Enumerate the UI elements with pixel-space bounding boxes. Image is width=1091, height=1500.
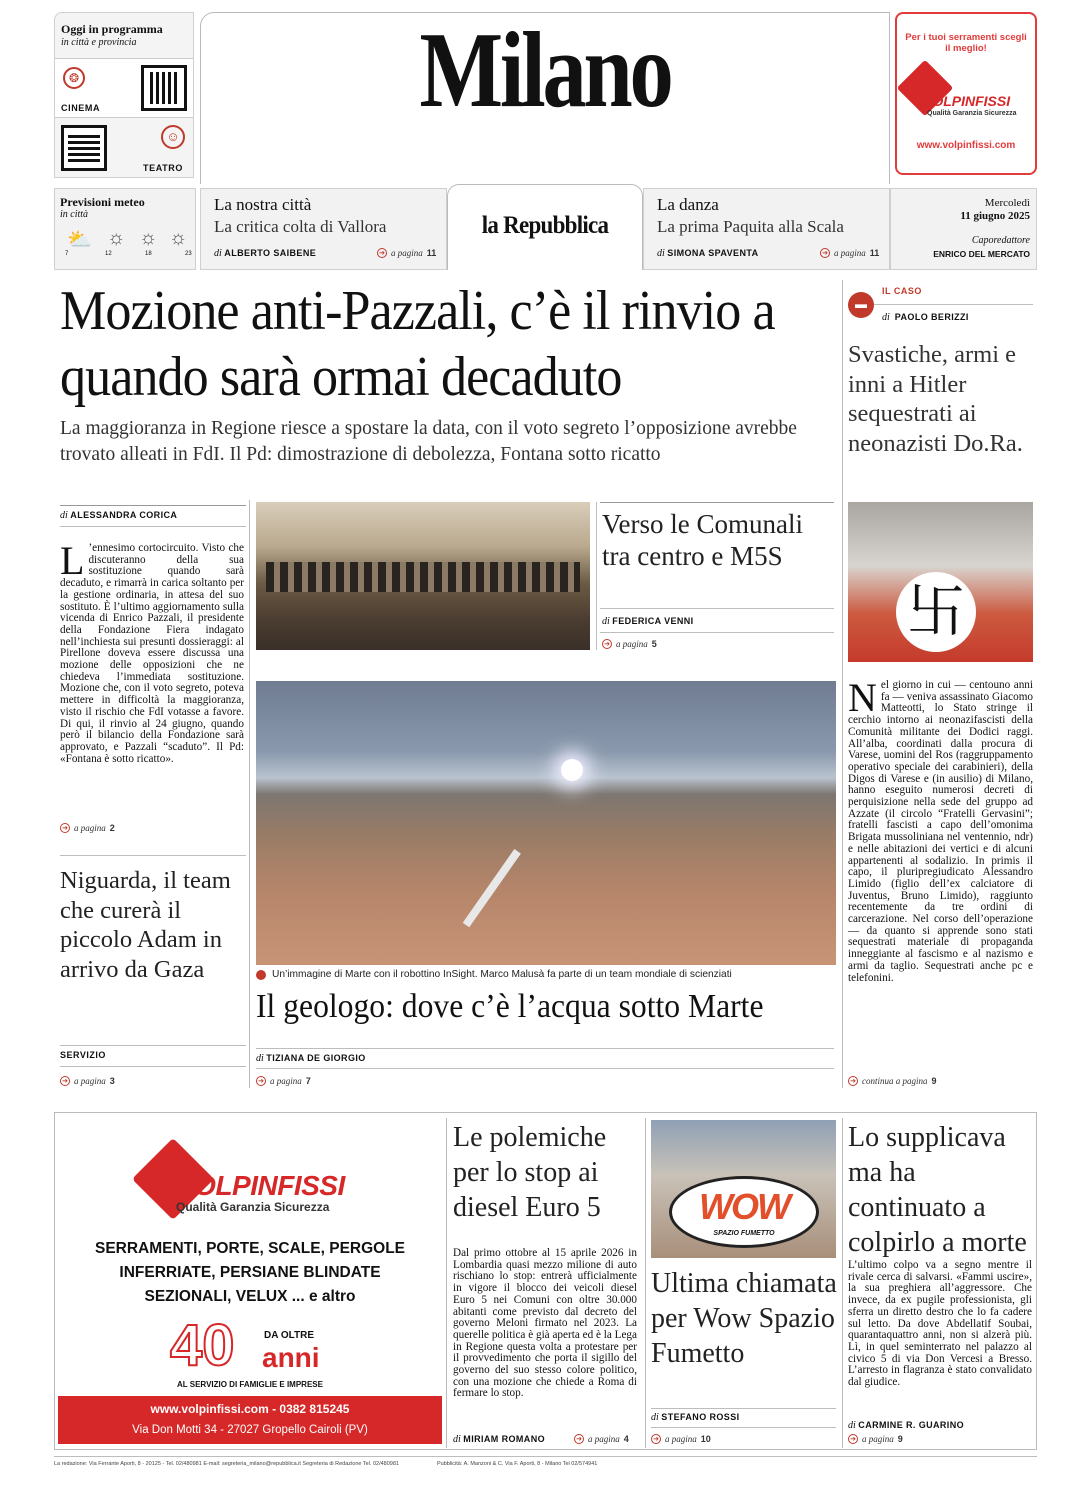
top-advert[interactable] <box>895 12 1037 175</box>
sun-icon <box>561 759 583 781</box>
arrow-right-icon: ➔ <box>60 1076 70 1086</box>
teatro-label: TEATRO <box>143 163 183 173</box>
teaser-left-kicker: La nostra città <box>214 195 312 214</box>
teaser-right-ref[interactable]: ➔ a pagina 11 <box>820 248 879 258</box>
meteo-hour: 12 <box>105 251 112 257</box>
supplicava-ref[interactable]: ➔ a pagina 9 <box>848 1434 903 1444</box>
teaser-right-text: La prima Paquita alla Scala <box>657 217 844 236</box>
teaser-right-kicker: La danza <box>657 195 719 214</box>
diesel-body: Dal primo ottobre al 15 aprile 2026 in Lombardia quasi mezzo milione di auto rischiano lo stop: entrerà ufficialmente in vigore il blocco dei veicoli diesel Euro 5 nei Comuni con oltre 30.000 abitanti come previsto dal decreto del governo Meloni firmato nel 2023. La querelle politica è già aperta ed è la Lega in Regione questa volta a protestare per il provvedimento che porta il sigillo del governo del suo stesso colore politico, con una mozione che chiede a Roma di fermare lo stop. <box>453 1247 637 1400</box>
chamber-benches <box>266 562 580 592</box>
footer-right: Pubblicità: A. Manzoni & C. Via F. Aporti, 8 - Milano Tel 02/574941 <box>437 1461 598 1467</box>
diesel-headline[interactable]: Le polemiche per lo stop ai diesel Euro 5 <box>453 1122 607 1223</box>
ad-bottom-line1: SERRAMENTI, PORTE, SCALE, PERGOLE <box>94 1240 406 1257</box>
theatre-mask-icon: ☺ <box>161 125 185 149</box>
cinema-label: CINEMA <box>61 103 101 113</box>
arrow-right-icon: ➔ <box>256 1076 266 1086</box>
comunali-headline[interactable]: Verso le Comunali tra centro e M5S <box>602 509 803 571</box>
supplicava-body: L’ultimo colpo va a segno mentre il rivale cerca di salvarsi. «Fammi uscire», la sua preghiera all’aggressore. Che invece, da ex pugile professionista, gli sferra un diretto destro che lo fa cadere sul letto. Da dove Abdellatif Soubai, quarantaquattro anni, non si alzerà più. Lì, in quel seminterrato nel palazzo al civico 5 di via Don Vercesi a Bresso. L’arresto in flagranza è stato convalidato dal giudice. <box>848 1259 1032 1389</box>
arrow-right-icon: ➔ <box>60 823 70 833</box>
ad-bottom-contact[interactable]: www.volpinfissi.com - 0382 815245 <box>150 1402 350 1416</box>
arrow-right-icon: ➔ <box>574 1434 584 1444</box>
programma-box <box>54 12 194 178</box>
mars-caption: Un’immagine di Marte con il robottino InSight. Marco Malusà fa parte di un team mondiale di scienziati <box>256 969 732 980</box>
masthead-title: Milano <box>419 11 671 130</box>
ad-bottom-sub: Qualità Garanzia Sicurezza <box>176 1200 330 1214</box>
sun-icon: ☼ <box>139 227 158 249</box>
programma-title: Oggi in programma <box>61 22 163 36</box>
wow-ref[interactable]: ➔ a pagina 10 <box>651 1434 711 1444</box>
meteo-subtitle: in città <box>60 209 89 220</box>
arrow-right-icon: ➔ <box>651 1434 661 1444</box>
niguarda-headline[interactable]: Niguarda, il team che curerà il piccolo Adam in arrivo da Gaza <box>60 867 231 983</box>
meteo-hour: 23 <box>185 251 192 257</box>
teatro-row[interactable] <box>55 119 193 177</box>
wow-headline[interactable]: Ultima chiamata per Wow Spazio Fumetto <box>651 1268 837 1369</box>
teaser-left[interactable] <box>200 188 447 270</box>
diesel-byline: di MIRIAM ROMANO <box>453 1434 545 1445</box>
arrow-right-icon: ➔ <box>602 639 612 649</box>
council-chamber-photo <box>256 502 590 650</box>
arrow-right-icon: ➔ <box>848 1434 858 1444</box>
ad-bottom-years-pre: DA OLTRE <box>264 1330 314 1341</box>
teaser-left-text: La critica colta di Vallora <box>214 217 387 236</box>
mars-headline[interactable]: Il geologo: dove c’è l’acqua sotto Marte <box>256 988 764 1025</box>
supplicava-byline: di CARMINE R. GUARINO <box>848 1420 964 1431</box>
sun-icon: ☼ <box>169 227 188 249</box>
ad-sub: Qualità Garanzia Sicurezza <box>927 110 1017 117</box>
lead-ref[interactable]: ➔ a pagina 2 <box>60 823 115 833</box>
ad-bottom-years: 40 <box>170 1313 235 1378</box>
mars-ref[interactable]: ➔ a pagina 7 <box>256 1076 311 1086</box>
sun-icon: ☼ <box>107 227 126 249</box>
caso-byline: di PAOLO BERIZZI <box>882 312 969 323</box>
caso-ref[interactable]: ➔ continua a pagina 9 <box>848 1076 937 1086</box>
teaser-left-ref[interactable]: ➔ a pagina 11 <box>377 248 436 258</box>
arrow-right-icon: ➔ <box>820 248 830 258</box>
teaser-right[interactable] <box>643 188 890 270</box>
teaser-left-byline: di ALBERTO SAIBENE <box>214 248 317 259</box>
teaser-right-byline: di SIMONA SPAVENTA <box>657 248 759 259</box>
ad-bottom-address: Via Don Motti 34 - 27027 Gropello Cairoli (PV) <box>132 1424 368 1436</box>
meteo-title: Previsioni meteo <box>60 195 145 209</box>
arrow-right-icon: ➔ <box>377 248 387 258</box>
mars-byline: di TIZIANA DE GIORGIO <box>256 1053 366 1064</box>
meteo-box <box>54 188 196 270</box>
caso-photo <box>848 502 1033 662</box>
date-box <box>890 188 1037 270</box>
qr-code-icon <box>61 125 107 171</box>
meteo-hour: 18 <box>145 251 152 257</box>
wow-photo <box>651 1120 836 1258</box>
ad-bottom-years-post: anni <box>262 1342 320 1373</box>
camera-icon <box>256 970 266 980</box>
speech-bubble-icon: ▬ <box>848 292 874 318</box>
lead-body: L ’ennesimo cortocircuito. Visto che discuteranno della sua sostituzione quando sarà decaduto, e rimarrà in carica soltanto per la gestione ordinaria, in attesa del suo sostituto. È l’ultimo aggiornamento sulla vicenda di Enrico Pazzali, il presidente della Fondazione Fiera indagato nell’inchiesta sui presunti dossieraggi: al Pirellone doveva essere discussa una mozione delle opposizioni che ne chiedeva l’immediata sostituzione. Mozione che, con il voto segreto, poteva mettere in difficoltà la maggioranza, visto il rischio che FdI votasse a favore. Di qui, il rinvio al 24 giugno, quando però il bilancio della Fondazione sarà approvato, e Pazzali “scaduto”. Il Pd: «Fontana è sotto ricatto». <box>60 538 244 765</box>
role-label: Caporedattore <box>971 235 1030 246</box>
niguarda-ref[interactable]: ➔ a pagina 3 <box>60 1076 115 1086</box>
wow-sign-text: WOW <box>699 1186 789 1227</box>
ad-url[interactable]: www.volpinfissi.com <box>916 140 1016 151</box>
date-day: Mercoledì <box>984 197 1030 209</box>
mars-photo <box>256 681 836 965</box>
ad-bottom-brand: VOLPINFISSI <box>176 1170 345 1201</box>
role-name: ENRICO DEL MERCATO <box>933 249 1030 259</box>
qr-code-icon <box>141 65 187 111</box>
supplicava-headline[interactable]: Lo supplicava ma ha continuato a colpirlo a morte <box>848 1122 1027 1258</box>
diesel-ref[interactable]: ➔ a pagina 4 <box>574 1434 629 1444</box>
caso-headline[interactable]: Svastiche, armi e inni a Hitler sequestrati ai neonazisti Do.Ra. <box>848 341 1023 457</box>
ad-bottom-line3: SEZIONALI, VELUX ... e altro <box>144 1288 356 1305</box>
robot-arm-icon <box>463 849 521 927</box>
arrow-right-icon: ➔ <box>848 1076 858 1086</box>
programma-subtitle: in città e provincia <box>61 37 137 48</box>
caso-kicker: IL CASO <box>882 286 922 296</box>
ad-bottom-service: AL SERVIZIO DI FAMIGLIE E IMPRESE <box>177 1380 323 1389</box>
bottom-advert[interactable] <box>58 1130 442 1446</box>
date-full: 11 giugno 2025 <box>960 210 1030 222</box>
partly-cloudy-icon: ⛅ <box>67 229 92 251</box>
lead-deck: La maggioranza in Regione riesce a spostare la data, con il voto segreto l’opposizione avrebbe trovato alleati in FdI. Il Pd: dimostrazione di debolezza, Fontana sotto ricatto <box>60 418 797 465</box>
niguarda-kicker: SERVIZIO <box>60 1050 106 1060</box>
comunali-byline: di FEDERICA VENNI <box>602 616 694 627</box>
wow-sign-sub: SPAZIO FUMETTO <box>713 1230 775 1237</box>
ad-bottom-line2: INFERRIATE, PERSIANE BLINDATE <box>119 1264 381 1281</box>
caso-body: Nel giorno in cui — centouno anni fa — veniva assassinato Giacomo Matteotti, lo Stato stringe il cerchio intorno ai neonazifascisti della Comunità militante dei Dodici raggi. All’alba, coordinati dalla procura di Varese, uomini del Ros (raggruppamento operativo speciale dei carabinieri), della Digos di Varese e (in ausilio) di Milano, hanno eseguito numerosi decreti di perquisizione nella sede del gruppo ad Azzate (il circolo “Fratelli Gervasini”; fratelli fascisti a capo dell’omonima Brigata mussoliniana nel ventennio, ndr) e nelle abitazioni dei vertici e di alcuni appartenenti al sodalizio. In primis il capo, il pluripregiudicato Alessandro Limido (figlio dell’ex calciatore di Juventus, Bruno Limido), raggiunto recentemente da tre ordini di carcerazione. Nel corso dell’operazione — da quanto si apprende sono stati sequestrati materiale di propaganda inneggiante al fascismo e al nazismo e armi da taglio. Sequestrati anche pc e telefonini. <box>848 675 1033 984</box>
meteo-hour: 7 <box>65 251 69 257</box>
brand-logo: la Repubblica <box>481 212 609 239</box>
ad-tagline: Per i tuoi serramenti scegli il meglio! <box>905 32 1027 54</box>
wow-byline: di STEFANO ROSSI <box>651 1412 740 1423</box>
lead-byline: di ALESSANDRA CORICA <box>60 510 178 521</box>
comunali-ref[interactable]: ➔ a pagina 5 <box>602 639 657 649</box>
footer-left: La redazione: Via Ferrante Aporti, 8 - 20125 - Tel. 02/480981 E-mail: segreteria_milano@repubblica.it Segreteria di Redazione Tel. 02/480981 <box>54 1461 399 1467</box>
ad-brand: VOLPINFISSI <box>923 93 1011 109</box>
film-reel-icon: ❂ <box>63 67 85 89</box>
lead-headline[interactable]: Mozione anti-Pazzali, c’è il rinvio a quando sarà ormai decaduto <box>60 280 775 408</box>
cinema-row[interactable] <box>55 58 193 118</box>
swastika-flag-icon: 卐 <box>896 572 976 652</box>
